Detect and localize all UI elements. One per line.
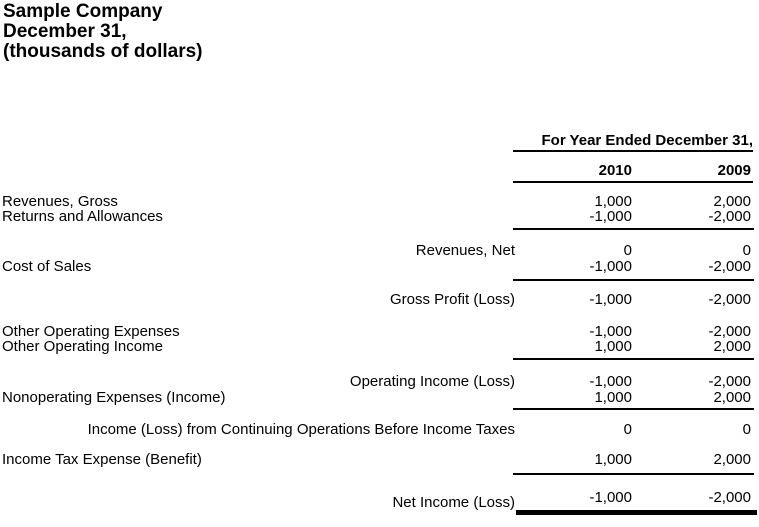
- section-rule-nonoperating-expenses: [513, 408, 754, 410]
- cell-value-income-before-taxes-2010: 0: [623, 421, 632, 438]
- year-column-2009: 2009: [717, 162, 751, 179]
- cell-value-income-before-taxes-2009: 0: [742, 421, 751, 438]
- row-label-net-income-loss: Net Income (Loss): [392, 494, 515, 511]
- cell-value-revenues-gross-2010: 1,000: [594, 193, 632, 210]
- cell-value-net-income-loss-2009: -2,000: [708, 489, 751, 506]
- cell-value-revenues-gross-2009: 2,000: [713, 193, 751, 210]
- cell-value-operating-income-loss-2010: -1,000: [589, 373, 632, 390]
- years-header-rule: [513, 181, 753, 183]
- cell-value-other-operating-income-2010: 1,000: [594, 338, 632, 355]
- cell-value-returns-and-allowances-2010: -1,000: [589, 208, 632, 225]
- row-label-other-operating-expenses: Other Operating Expenses: [2, 323, 180, 340]
- section-rule-income-tax-expense: [513, 473, 754, 475]
- year-column-2010: 2010: [598, 162, 632, 179]
- section-rule-cost-of-sales: [513, 279, 754, 281]
- cell-value-gross-profit-loss-2009: -2,000: [708, 291, 751, 308]
- cell-value-operating-income-loss-2009: -2,000: [708, 373, 751, 390]
- grand-total-rule: [516, 510, 757, 515]
- row-label-other-operating-income: Other Operating Income: [2, 338, 163, 355]
- section-rule-other-operating-income: [513, 358, 754, 360]
- cell-value-income-tax-expense-2009: 2,000: [713, 451, 751, 468]
- row-label-operating-income-loss: Operating Income (Loss): [349, 373, 515, 390]
- cell-value-gross-profit-loss-2010: -1,000: [589, 291, 632, 308]
- cell-value-nonoperating-expenses-2009: 2,000: [713, 389, 751, 406]
- row-label-income-before-taxes: Income (Loss) from Continuing Operations Before Income Taxes: [87, 421, 515, 438]
- cell-value-revenues-net-2010: 0: [623, 242, 632, 259]
- cell-value-returns-and-allowances-2009: -2,000: [708, 208, 751, 225]
- cell-value-income-tax-expense-2010: 1,000: [594, 451, 632, 468]
- statement-date: December 31,: [3, 21, 127, 42]
- row-label-nonoperating-expenses: Nonoperating Expenses (Income): [2, 389, 226, 406]
- row-label-returns-and-allowances: Returns and Allowances: [2, 208, 163, 225]
- cell-value-other-operating-expenses-2010: -1,000: [589, 323, 632, 340]
- row-label-gross-profit-loss: Gross Profit (Loss): [389, 291, 515, 308]
- cell-value-revenues-net-2009: 0: [742, 242, 751, 259]
- company-name: Sample Company: [3, 1, 163, 22]
- cell-value-cost-of-sales-2010: -1,000: [589, 258, 632, 275]
- cell-value-other-operating-income-2009: 2,000: [713, 338, 751, 355]
- cell-value-cost-of-sales-2009: -2,000: [708, 258, 751, 275]
- cell-value-net-income-loss-2010: -1,000: [589, 489, 632, 506]
- section-rule-returns-and-allowances: [513, 228, 754, 230]
- units-note: (thousands of dollars): [3, 41, 203, 62]
- title-block: [3, 2, 203, 62]
- cell-value-nonoperating-expenses-2010: 1,000: [594, 389, 632, 406]
- period-header: For Year Ended December 31,: [513, 132, 753, 152]
- row-label-cost-of-sales: Cost of Sales: [2, 258, 92, 275]
- row-label-revenues-net: Revenues, Net: [415, 242, 515, 259]
- row-label-revenues-gross: Revenues, Gross: [2, 193, 118, 210]
- row-label-income-tax-expense: Income Tax Expense (Benefit): [2, 451, 202, 468]
- cell-value-other-operating-expenses-2009: -2,000: [708, 323, 751, 340]
